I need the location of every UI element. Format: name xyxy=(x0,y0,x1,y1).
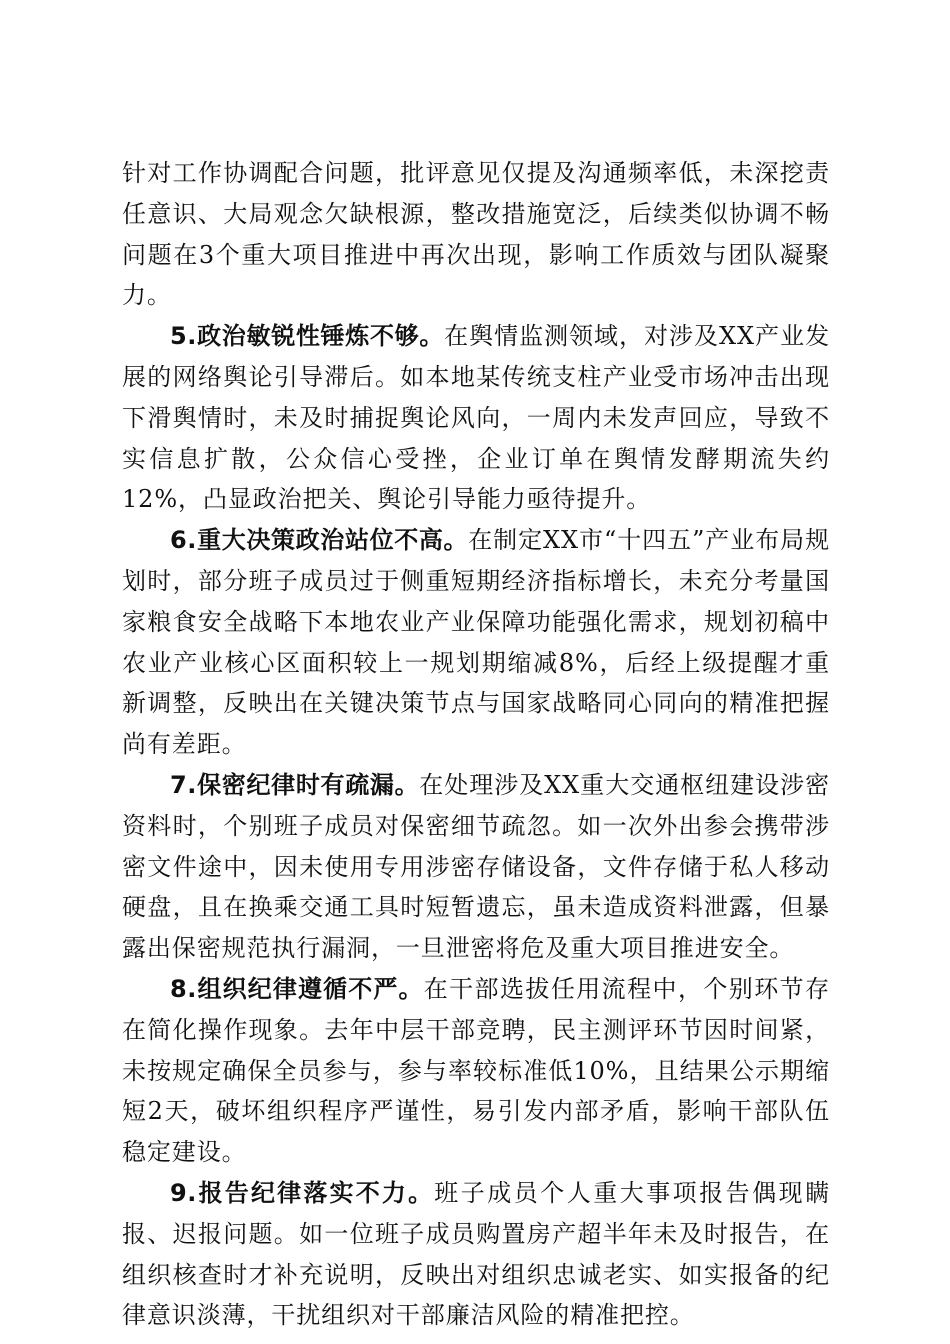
paragraph-7 xyxy=(122,765,830,969)
paragraph-text: 在干部选拔任用流程中，个别环节存在简化操作现象。去年中层干部竞聘，民主测评环节因时间紧，未按规定确保全员参与，参与率较标准低10%，且结果公示期缩短2天，破坏组织程序严谨性，易引发内部矛盾，影响干部队伍稳定建设。 xyxy=(122,974,830,1167)
paragraph-heading: 7.保密纪律时有疏漏。 xyxy=(170,770,420,799)
paragraph-text: 在舆情监测领域，对涉及XX产业发展的网络舆论引导滞后。如本地某传统支柱产业受市场冲击出现下滑舆情时，未及时捕捉舆论风向，一周内未发声回应，导致不实信息扩散，公众信心受挫，企业订单在舆情发酵期流失约12%，凸显政治把关、舆论引导能力亟待提升。 xyxy=(122,322,830,514)
paragraph-5 xyxy=(122,316,830,520)
paragraph-heading: 8.组织纪律遵循不严。 xyxy=(170,974,424,1003)
paragraph-6 xyxy=(122,520,830,765)
paragraph-continuation xyxy=(122,153,830,316)
paragraph-heading: 5.政治敏锐性锤炼不够。 xyxy=(170,322,445,351)
paragraph-text: 在制定XX市“十四五”产业布局规划时，部分班子成员过于侧重短期经济指标增长，未充分考量国家粮食安全战略下本地农业产业保障功能强化需求，规划初稿中农业产业核心区面积较上一规划期缩减8%，后经上级提醒才重新调整，反映出在关键决策节点与国家战略同心同向的精准把握尚有差距。 xyxy=(122,526,830,759)
paragraph-9 xyxy=(122,1173,830,1336)
paragraph-heading: 6.重大决策政治站位不高。 xyxy=(170,526,469,555)
paragraph-text: 在处理涉及XX重大交通枢纽建设涉密资料时，个别班子成员对保密细节疏忽。如一次外出参会携带涉密文件途中，因未使用专用涉密存储设备，文件存储于私人移动硬盘，且在换乘交通工具时短暂遗忘，虽未造成资料泄露，但暴露出保密规范执行漏洞，一旦泄密将危及重大项目推进安全。 xyxy=(122,770,830,963)
paragraph-heading: 9.报告纪律落实不力。 xyxy=(170,1178,435,1207)
paragraph-text: 班子成员个人重大事项报告偶现瞒报、迟报问题。如一位班子成员购置房产超半年未及时报告，在组织核查时才补充说明，反映出对组织忠诚老实、如实报备的纪律意识淡薄，干扰组织对干部廉洁风险的精准把控。 xyxy=(122,1178,831,1330)
paragraph-8 xyxy=(122,969,830,1173)
document-body xyxy=(122,153,830,1336)
paragraph-text: 针对工作协调配合问题，批评意见仅提及沟通频率低，未深挖责任意识、大局观念欠缺根源，整改措施宽泛，后续类似协调不畅问题在3个重大项目推进中再次出现，影响工作质效与团队凝聚力。 xyxy=(122,159,830,310)
